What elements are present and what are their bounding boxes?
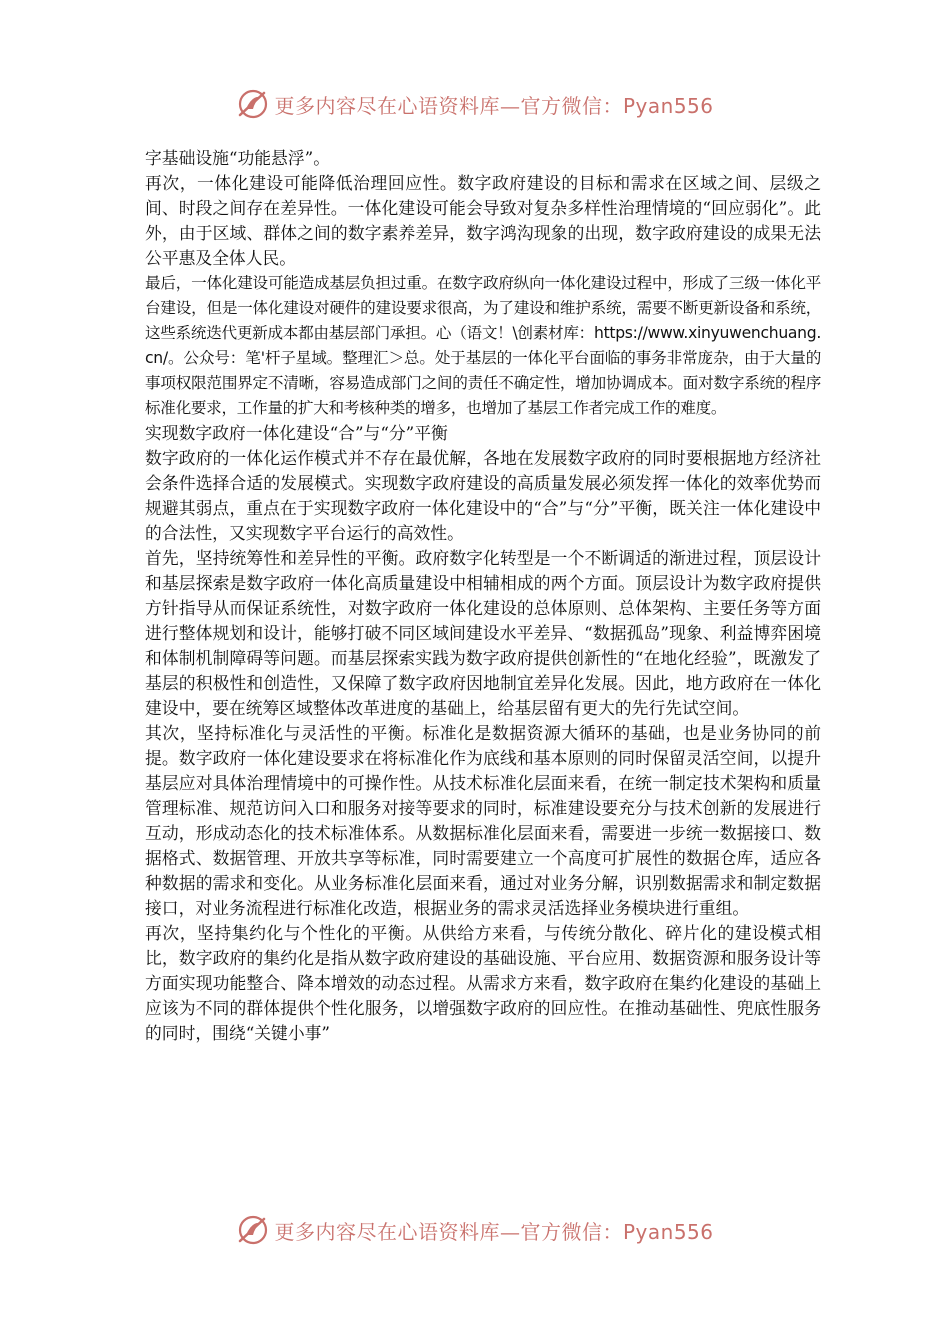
paragraph: 字基础设施“功能悬浮”。 [145,148,330,168]
document-body [145,146,821,1046]
watermark-text: 更多内容尽在心语资料库—官方微信：Pyan556 [274,1219,714,1244]
paragraph: 首先，坚持统筹性和差异性的平衡。政府数字化转型是一个不断调适的渐进过程，顶层设计和基层探索是数字政府一体化高质量建设中相辅相成的两个方面。顶层设计为数字政府提供方针指导从而保证系统性，对数字政府一体化建设的总体原则、总体架构、主要任务等方面进行整体规划和设计，能够打破不同区域间建设水平差异、“数据孤岛”现象、利益博弈困境和体制机制障碍等问题。而基层探索实践为数字政府提供创新性的“在地化经验”，既激发了基层的积极性和创造性，又保障了数字政府因地制宜差异化发展。因此，地方政府在一体化建设中，要在统筹区域整体改革进度的基础上，给基层留有更大的先行先试空间。 [145,548,821,718]
header-watermark [0,84,950,124]
paragraph: 数字政府的一体化运作模式并不存在最优解，各地在发展数字政府的同时要根据地方经济社会条件选择合适的发展模式。实现数字政府建设的高质量发展必须发挥一体化的效率优势而规避其弱点，重点在于实现数字政府一体化建设中的“合”与“分”平衡，既关注一体化建设中的合法性，又实现数字平台运行的高效性。 [145,448,821,543]
wechat-id: Pyan556 [622,1219,714,1244]
paragraph: 其次，坚持标准化与灵活性的平衡。标准化是数据资源大循环的基础，也是业务协同的前提。数字政府一体化建设要求在将标准化作为底线和基本原则的同时保留灵活空间，以提升基层应对具体治理情境中的可操作性。从技术标准化层面来看，在统一制定技术架构和质量管理标准、规范访问入口和服务对接等要求的同时，标准建设要充分与技术创新的发展进行互动，形成动态化的技术标准体系。从数据标准化层面来看，需要进一步统一数据接口、数据格式、数据管理、开放共享等标准，同时需要建立一个高度可扩展性的数据仓库，适应各种数据的需求和变化。从业务标准化层面来看，通过对业务分解，识别数据需求和制定数据接口，对业务流程进行标准化改造，根据业务的需求灵活选择业务模块进行重组。 [145,723,821,918]
paragraph: 再次，一体化建设可能降低治理回应性。数字政府建设的目标和需求在区域之间、层级之间、时段之间存在差异性。一体化建设可能会导致对复杂多样性治理情境的“回应弱化”。此外，由于区域、群体之间的数字素养差异，数字鸿沟现象的出现，数字政府建设的成果无法公平惠及全体人民。 [145,173,821,268]
footer-watermark [0,1210,950,1250]
section-heading: 实现数字政府一体化建设“合”与“分”平衡 [145,423,448,443]
paragraph: 最后，一体化建设可能造成基层负担过重。在数字政府纵向一体化建设过程中，形成了三级一体化平台建设，但是一体化建设对硬件的建设要求很高，为了建设和维护系统，需要不断更新设备和系统，这些系统迭代更新成本都由基层部门承担。心（语文！\创素材库：https://www.xinyuwenchuang.cn/。公众号：笔'杆子星域。整理汇＞总。处于基层的一体化平台面临的事务非常庞杂，由于大量的事项权限范围界定不清晰，容易造成部门之间的责任不确定性，增加协调成本。面对数字系统的程序标准化要求，工作量的扩大和考核种类的增多，也增加了基层工作者完成工作的难度。 [145,274,821,417]
xinyu-logo-icon [236,87,270,121]
wechat-id: Pyan556 [622,93,714,118]
paragraph: 再次，坚持集约化与个性化的平衡。从供给方来看，与传统分散化、碎片化的建设模式相比，数字政府的集约化是指从数字政府建设的基础设施、平台应用、数据资源和服务设计等方面实现功能整合、降本增效的动态过程。从需求方来看，数字政府在集约化建设的基础上应该为不同的群体提供个性化服务，以增强数字政府的回应性。在推动基础性、兜底性服务的同时，围绕“关键小事” [145,923,821,1043]
xinyu-logo-icon [236,1213,270,1247]
watermark-text: 更多内容尽在心语资料库—官方微信：Pyan556 [274,93,714,118]
